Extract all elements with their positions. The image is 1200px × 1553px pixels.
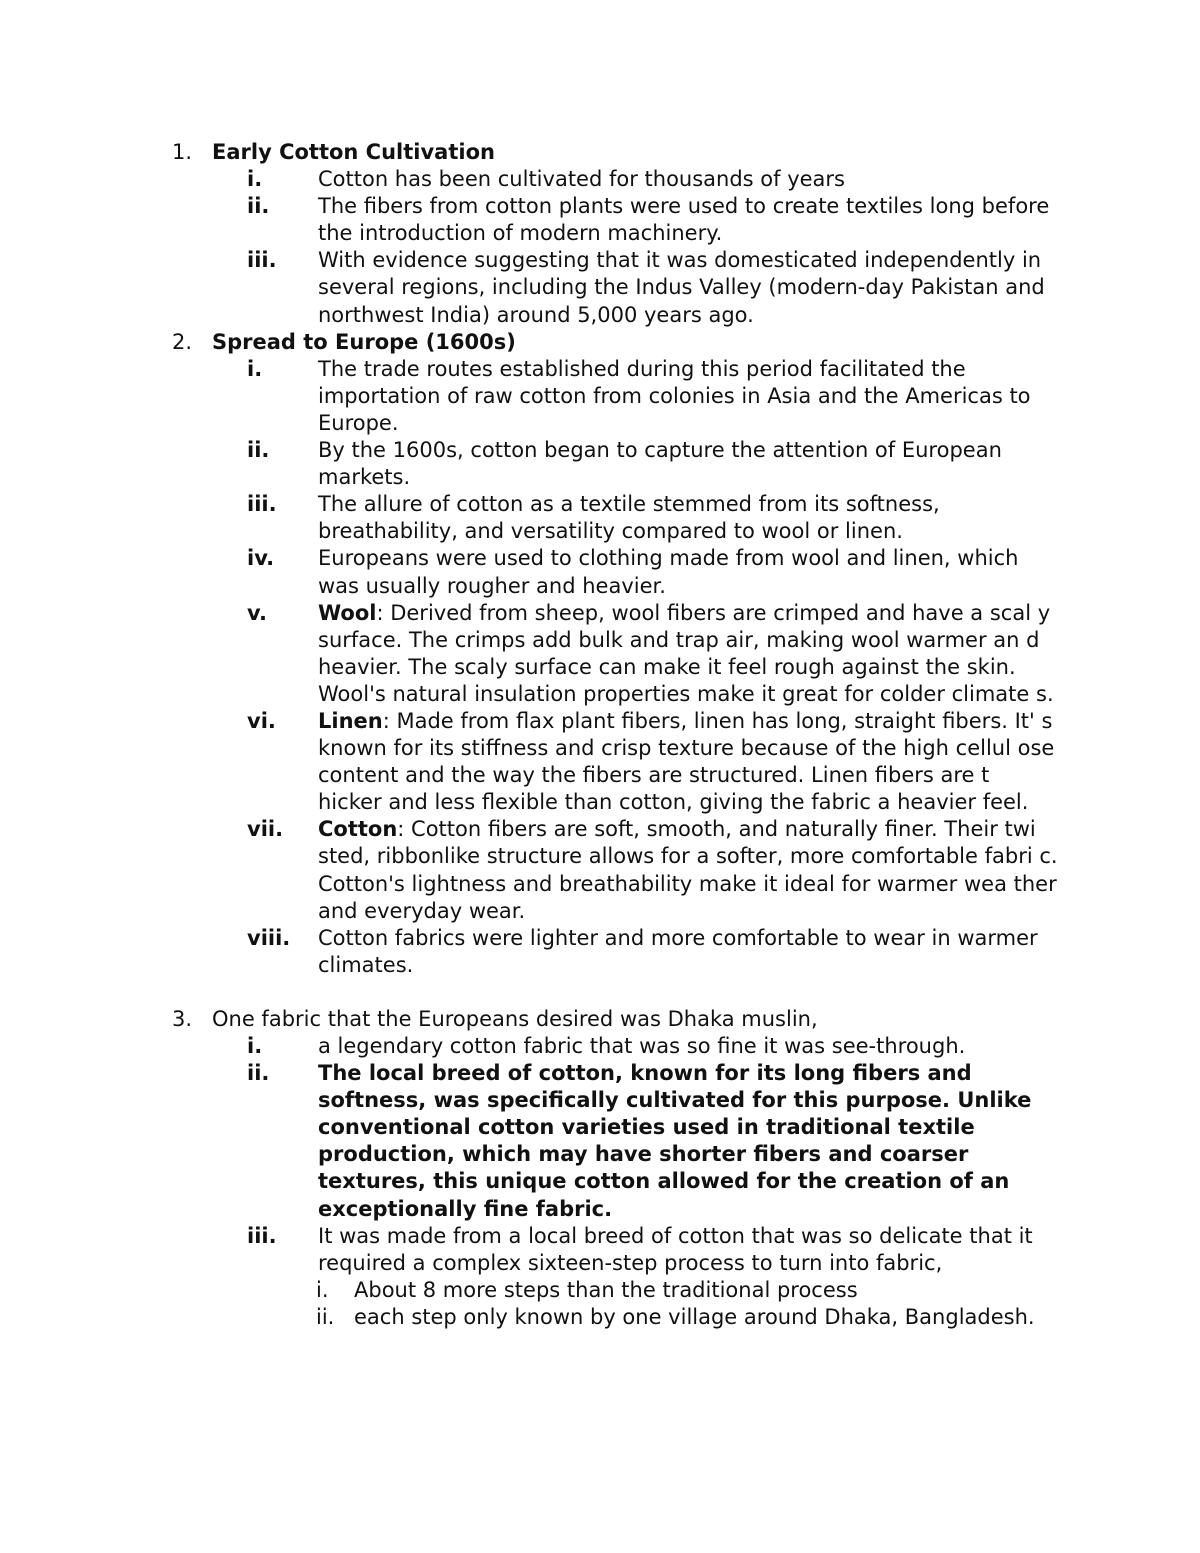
item-numeral: iii. [247,248,277,273]
list-item-cotton [212,816,1059,924]
list-item [212,925,1059,979]
list-item [212,1060,1059,1223]
item-text [318,600,1059,708]
list-item [212,491,1059,545]
item-text: The fibers from cotton plants were used to create textiles long before the introduction of modern machinery. [318,194,1050,246]
item-text: The local breed of cotton, known for its long fibers and softness, was specifically cultivated for this purpose. Unlike conventional cotton varieties used in traditional textile production, which may have shorter fibers and coarser textures, this unique cotton allowed for the creation of an exceptionally fine fabric. [318,1061,1032,1221]
list-item-wool [212,600,1059,708]
list-item [212,356,1059,437]
item-term: Linen [318,708,383,733]
section-number: 2. [172,329,193,354]
list-item [212,166,1059,193]
list-item [212,437,1059,491]
item-numeral: iv. [247,546,275,571]
item-term: Cotton [318,817,398,842]
item-description: : Derived from sheep, wool fibers are crimped and have a scal y surface. The crimps add bulk and trap air, making wool warmer an d heavier. The scaly surface can make it feel rough against the skin. Wool's natural insulation properties make it great for colder climate s. [318,600,1054,706]
section-title: Spread to Europe (1600s) [212,329,516,354]
item-text: Cotton fabrics were lighter and more comfortable to wear in warmer climates. [318,925,1038,977]
sub-item-numeral: i. [316,1277,329,1302]
list-item [212,545,1059,599]
item-numeral: i. [247,356,263,381]
sub-list-item [212,1304,1059,1331]
list-item [212,193,1059,247]
section-dhaka-muslin [172,1006,1072,1331]
item-text: The trade routes established during this period facilitated the importation of raw cotton from colonies in Asia and the Americas to Europe. [318,356,1031,435]
item-description: : Made from flax plant fibers, linen has long, straight fibers. It' s known for its stiffness and crisp texture because of the high cellul ose content and the way the fibers are structured. Linen fibers are t hicker and less flexible than cotton, giving the fabric a heavier feel. [318,708,1055,815]
item-text: a legendary cotton fabric that was so fine it was see-through. [318,1034,966,1058]
item-numeral: iii. [247,1223,277,1248]
sub-item-text: About 8 more steps than the traditional process [354,1277,858,1302]
item-numeral: iii. [247,492,277,517]
item-description: : Cotton fibers are soft, smooth, and naturally finer. Their twi sted, ribbonlike structure allows for a softer, more comfortable fabri c. Cotton's lightness and breathability make it ideal for warmer wea ther and everyday wear. [318,817,1058,923]
sub-list-item [212,1277,1059,1304]
item-text: Cotton has been cultivated for thousands of years [318,167,845,192]
item-text: The allure of cotton as a textile stemmed from its softness, breathability, and versatility compared to wool or linen. [318,492,940,544]
item-numeral: viii. [247,925,291,950]
item-numeral: ii. [247,438,270,463]
sub-item-text: each step only known by one village around Dhaka, Bangladesh. [354,1304,1035,1329]
item-text [318,816,1059,924]
section-title: One fabric that the Europeans desired was Dhaka muslin, [212,1006,818,1031]
list-item [212,1033,1059,1060]
item-numeral: ii. [247,194,270,219]
item-text: It was made from a local breed of cotton that was so delicate that it required a complex sixteen-step process to turn into fabric, [318,1223,1033,1275]
item-numeral: vii. [247,817,284,842]
item-term: Wool [318,600,377,625]
section-spread-to-europe [172,329,1072,979]
section-number: 1. [172,140,193,164]
section-number: 3. [172,1006,193,1031]
list-item-linen [212,708,1059,816]
item-text: By the 1600s, cotton began to capture the attention of European markets. [318,438,1002,490]
item-text: With evidence suggesting that it was domesticated independently in several regions, including the Indus Valley (modern-day Pakistan and northwest India) around 5,000 years ago. [318,248,1045,327]
item-numeral: i. [247,1034,263,1058]
sub-item-numeral: ii. [316,1304,335,1329]
section-early-cotton-cultivation [172,139,1072,329]
list-item [212,247,1059,328]
item-numeral: vi. [247,708,276,733]
outline-list [172,139,1072,1331]
list-item [212,1223,1059,1277]
section-title: Early Cotton Cultivation [212,140,495,164]
item-numeral: i. [247,167,263,192]
item-text: Europeans were used to clothing made from wool and linen, which was usually rougher and heavier. [318,546,1019,598]
item-numeral: ii. [247,1061,270,1086]
item-text [318,708,1059,816]
item-numeral: v. [247,600,267,625]
